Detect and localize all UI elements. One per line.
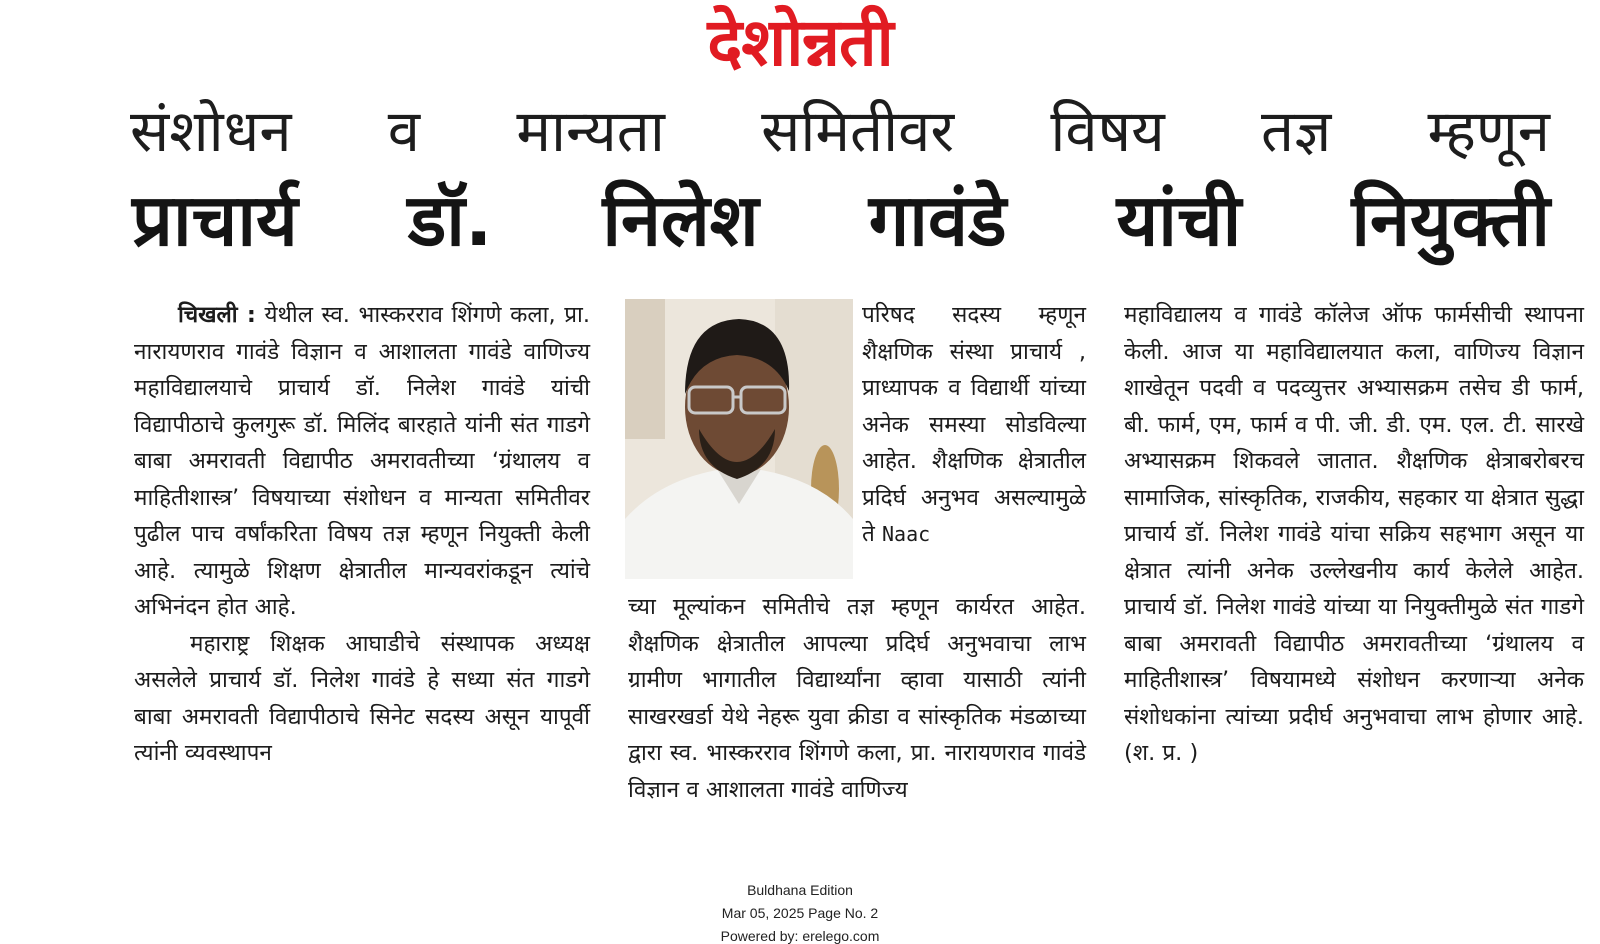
article-paragraph — [862, 297, 1086, 553]
newspaper-masthead: देशोन्नती — [707, 4, 893, 81]
portrait-photo — [625, 299, 853, 579]
naac-text: Naac — [881, 522, 931, 546]
article-paragraph: महाविद्यालय व गावंडे कॉलेज ऑफ फार्मसीची स्थापना केली. आज या महाविद्यालयात कला, वाणिज्य विज्ञान शाखेतून पदवी व पदव्युत्तर अभ्यासक्रम तसेच डी फार्म, बी. फार्म, एम, फार्म व पी. जी. डी. एम. एल. टी. सारखे अभ्यासक्रम शिकवले जातात. शैक्षणिक क्षेत्राबरोबरच सामाजिक, सांस्कृतिक, राजकीय, सहकार या क्षेत्रात सुद्धा प्राचार्य डॉ. निलेश गावंडे यांचा सक्रिय सहभाग असून या क्षेत्रात त्यांनी अनेक उल्लेखनीय कार्य केलेले आहेत. प्राचार्य डॉ. निलेश गावंडे यांच्या या नियुक्तीमुळे संत गाडगे बाबा अमरावती विद्यापीठ अमरावतीच्या ‘ग्रंथालय व माहितीशास्त्र’ विषयामध्ये संशोधन करणाऱ्या अनेक संशोधकांना त्यांच्या प्रदीर्घ अनुभवाचा लाभ होणार आहे. (श. प्र. ) — [1124, 302, 1584, 766]
article-paragraph: महाराष्ट्र शिक्षक आघाडीचे संस्थापक अध्यक्ष असलेले प्राचार्य डॉ. निलेश गावंडे हे सध्या संत गाडगे बाबा अमरावती विद्यापीठाचे सिनेट सदस्य असून यापूर्वी त्यांनी व्यवस्थापन — [134, 630, 590, 766]
headline-line-2: प्राचार्य डॉ. निलेश गावंडे यांची नियुक्ती — [132, 178, 1550, 262]
article-column-3 — [1124, 297, 1584, 772]
powered-by-label: Powered by: erelego.com — [720, 928, 880, 944]
headline-line-1: संशोधन व मान्यता समितीवर विषय तज्ञ म्हणून — [130, 97, 1550, 165]
portrait-photo-icon — [625, 299, 853, 579]
article-text: येथील स्व. भास्करराव शिंगणे कला, प्रा. नारायणराव गावंडे विज्ञान व आशालता गावंडे वाणिज्य महाविद्यालयाचे प्राचार्य डॉ. निलेश गावंडे यांची विद्यापीठाचे कुलगुरू डॉ. मिलिंद बारहाते यांनी संत गाडगे बाबा अमरावती विद्यापीठ अमरावतीच्या ‘ग्रंथालय व माहितीशास्त्र’ विषयाच्या संशोधन व मान्यता समितीवर पुढील पाच वर्षांकरिता विषय तज्ञ म्हणून नियुक्ती केली आहे. त्यामुळे शिक्षण क्षेत्रातील मान्यवरांकडून त्यांचे अभिनंदन होत आहे. — [134, 302, 591, 620]
edition-label: Buldhana Edition — [747, 882, 853, 898]
date-page-label: Mar 05, 2025 Page No. 2 — [721, 905, 879, 921]
article-paragraph — [134, 297, 590, 626]
article-text: परिषद सदस्य म्हणून शैक्षणिक संस्था प्राचार्य , प्राध्यापक व विद्यार्थी यांच्या अनेक समस्या सोडविल्या आहेत. शैक्षणिक क्षेत्रातील प्रदिर्घ अनुभव असल्यामुळे ते — [862, 302, 1086, 547]
article-column-2-top — [862, 297, 1086, 553]
dateline: चिखली : — [178, 302, 256, 328]
article-paragraph: च्या मूल्यांकन समितीचे तज्ञ म्हणून कार्यरत आहेत. शैक्षणिक क्षेत्रातील आपल्या प्रदिर्घ अनुभवाचा लाभ ग्रामीण भागातील विद्यार्थ्यांना व्हावा यासाठी त्यांनी साखरखर्डा येथे नेहरू युवा क्रीडा व सांस्कृतिक मंडळाच्या द्वारा स्व. भास्करराव शिंगणे कला, प्रा. नारायणराव गावंडे विज्ञान व आशालता गावंडे वाणिज्य — [628, 594, 1086, 803]
article-column-2-bottom — [628, 589, 1086, 808]
article-column-1 — [134, 297, 590, 772]
